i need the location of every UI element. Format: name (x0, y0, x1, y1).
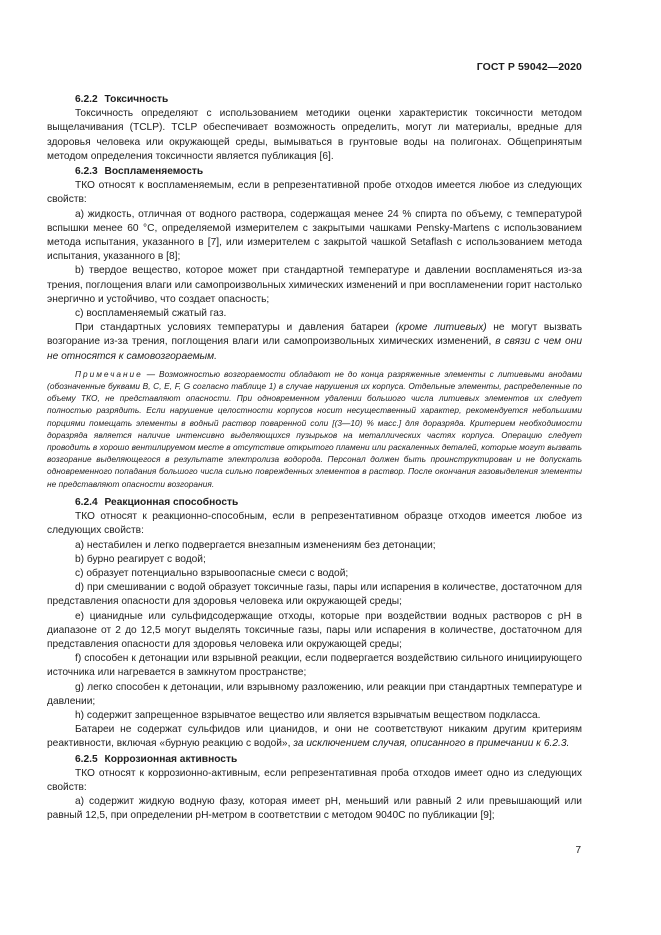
reactivity-item-e: e) цианидные или сульфидсодержащие отходы, которые при воздействии водных растворов с pH в диапазоне от 2 до 12,5 могут выделять токсичные газы, пары или испарения в количестве, достаточном для представления опасности для здоровья человека или окружающей среды; (47, 610, 582, 650)
flammability-battery-paragraph: При стандартных условиях температуры и давления батареи (кроме литиевых) не могут вызвать возгорание из-за трения, поглощения влаги или самопроизвольных химических изменений, в связи с чем они не относятся к самовозгораемым. (47, 322, 582, 362)
reactivity-item-h: h) содержит запрещенное взрывчатое вещество или является взрывчатым веществом подкласса. (75, 709, 541, 721)
reactivity-item-f: f) способен к детонации или взрывной реакции, если подвергается воздействию сильного инициирующего источника или нагревается в замкнутом пространстве; (47, 653, 582, 679)
reactivity-item-g: g) легко способен к детонации, или взрывному разложению, или реакции при стандартных температуре и давлении; (47, 681, 582, 707)
reactivity-battery-paragraph: Батареи не содержат сульфидов или цианидов, и они не соответствуют никаким другим критериям реактивности, включая «бурную реакцию с водой», за исключением случая, описанного в примечании к 6.2.3. (47, 724, 582, 750)
document-standard-number: ГОСТ Р 59042—2020 (476, 61, 582, 73)
reactivity-item-c: c) образует потенциально взрывоопасные смеси с водой; (75, 567, 349, 579)
reactivity-item-b: b) бурно реагирует с водой; (75, 553, 206, 565)
section-heading-6-2-5: 6.2.5 Коррозионная активность (75, 753, 238, 765)
flammability-intro: ТКО относят к воспламеняемым, если в репрезентативной пробе отходов имеется любое из следующих свойств: (47, 180, 582, 206)
page-number: 7 (575, 845, 581, 856)
reactivity-intro: ТКО относят к реакционно-способным, если в репрезентативном образце отходов имеется любое из следующих свойств: (47, 511, 582, 537)
document-body (47, 92, 582, 824)
flammability-item-a: а) жидкость, отличная от водного раствора, содержащая менее 24 % спирта по объему, с температурой вспышки менее 60 °С, определяемой измерителем с закрытыми чашками Pensky-Martens с использованием метода испытания, указанного в [7], или измерителем с закрытой чашкой Setaflash с использованием метода испытания, указанного в [8]; (47, 208, 582, 263)
section-heading-6-2-3: 6.2.3 Воспламеняемость (75, 166, 204, 178)
flammability-note: Примечание — Возможностью возгораемости обладают не до конца разряженные элементы с литиевыми анодами (обозначенные буквами B, C, E, F, G согласно таблице 1) в случае нарушения их корпуса. Отдельные элементы, распределенные по объему ТКО, не представляют опасности. При одновременном удалении большого числа литиевых элементов их следует полностью разрядить. Если нарушение целостности корпусов носит несущественный характер, рекомендуется небольшими порциями помещать элементы в водный раствор поваренной соли [(3—10) % масс.] для доразряда. Критерием необходимости доразряда является наличие интенсивно выделяющихся пузырьков на металлических частях корпуса. Операцию следует проводить в хорошо вентилируемом месте в отсутствие открытого пламени или раскаленных деталей, которые могут вызвать возгорание выделяющегося в результате электролиза водорода. Персонал должен быть проинструктирован и не допускать одновременного попадания большого числа сильно поврежденных элементов в раствор. После окончания газовыделения элементы не представляют опасности возгорания. (47, 368, 582, 489)
note-label: Примечание (75, 368, 143, 379)
corrosivity-intro: ТКО относят к коррозионно-активным, если репрезентативная проба отходов имеет одно из следующих свойств: (47, 767, 582, 793)
toxicity-paragraph: Токсичность определяют с использованием методики оценки характеристик токсичности методом выщелачивания (TCLP). TCLP обеспечивает возможность определить, могут ли материалы, вредные для здоровья человека или окружающей среды, вымываться в грунтовые воды на полигонах. Общепринятым методом определения токсичности является публикация [6]. (47, 108, 582, 162)
section-heading-6-2-2: 6.2.2 Токсичность (75, 94, 169, 105)
flammability-item-c: c) воспламеняемый сжатый газ. (75, 308, 227, 320)
reactivity-item-d: d) при смешивании с водой образует токсичные газы, пары или испарения в количестве, достаточном для представления опасности для здоровья человека или окружающей среды; (47, 582, 582, 608)
flammability-item-b: b) твердое вещество, которое может при стандартной температуре и давлении воспламеняться из-за трения, поглощения влаги или самопроизвольных химических изменений и при воспламенении горит настолько энергично и устойчиво, что создает опасность; (47, 265, 582, 305)
reactivity-item-a: а) нестабилен и легко подвергается внезапным изменениям без детонации; (75, 539, 436, 551)
section-heading-6-2-4: 6.2.4 Реакционная способность (75, 496, 239, 508)
corrosivity-item-a: а) содержит жидкую водную фазу, которая имеет pH, меньший или равный 2 или превышающий или равный 12,5, при определении pH-метром в соответствии с методом 9040С по публикации [9]; (47, 796, 582, 822)
